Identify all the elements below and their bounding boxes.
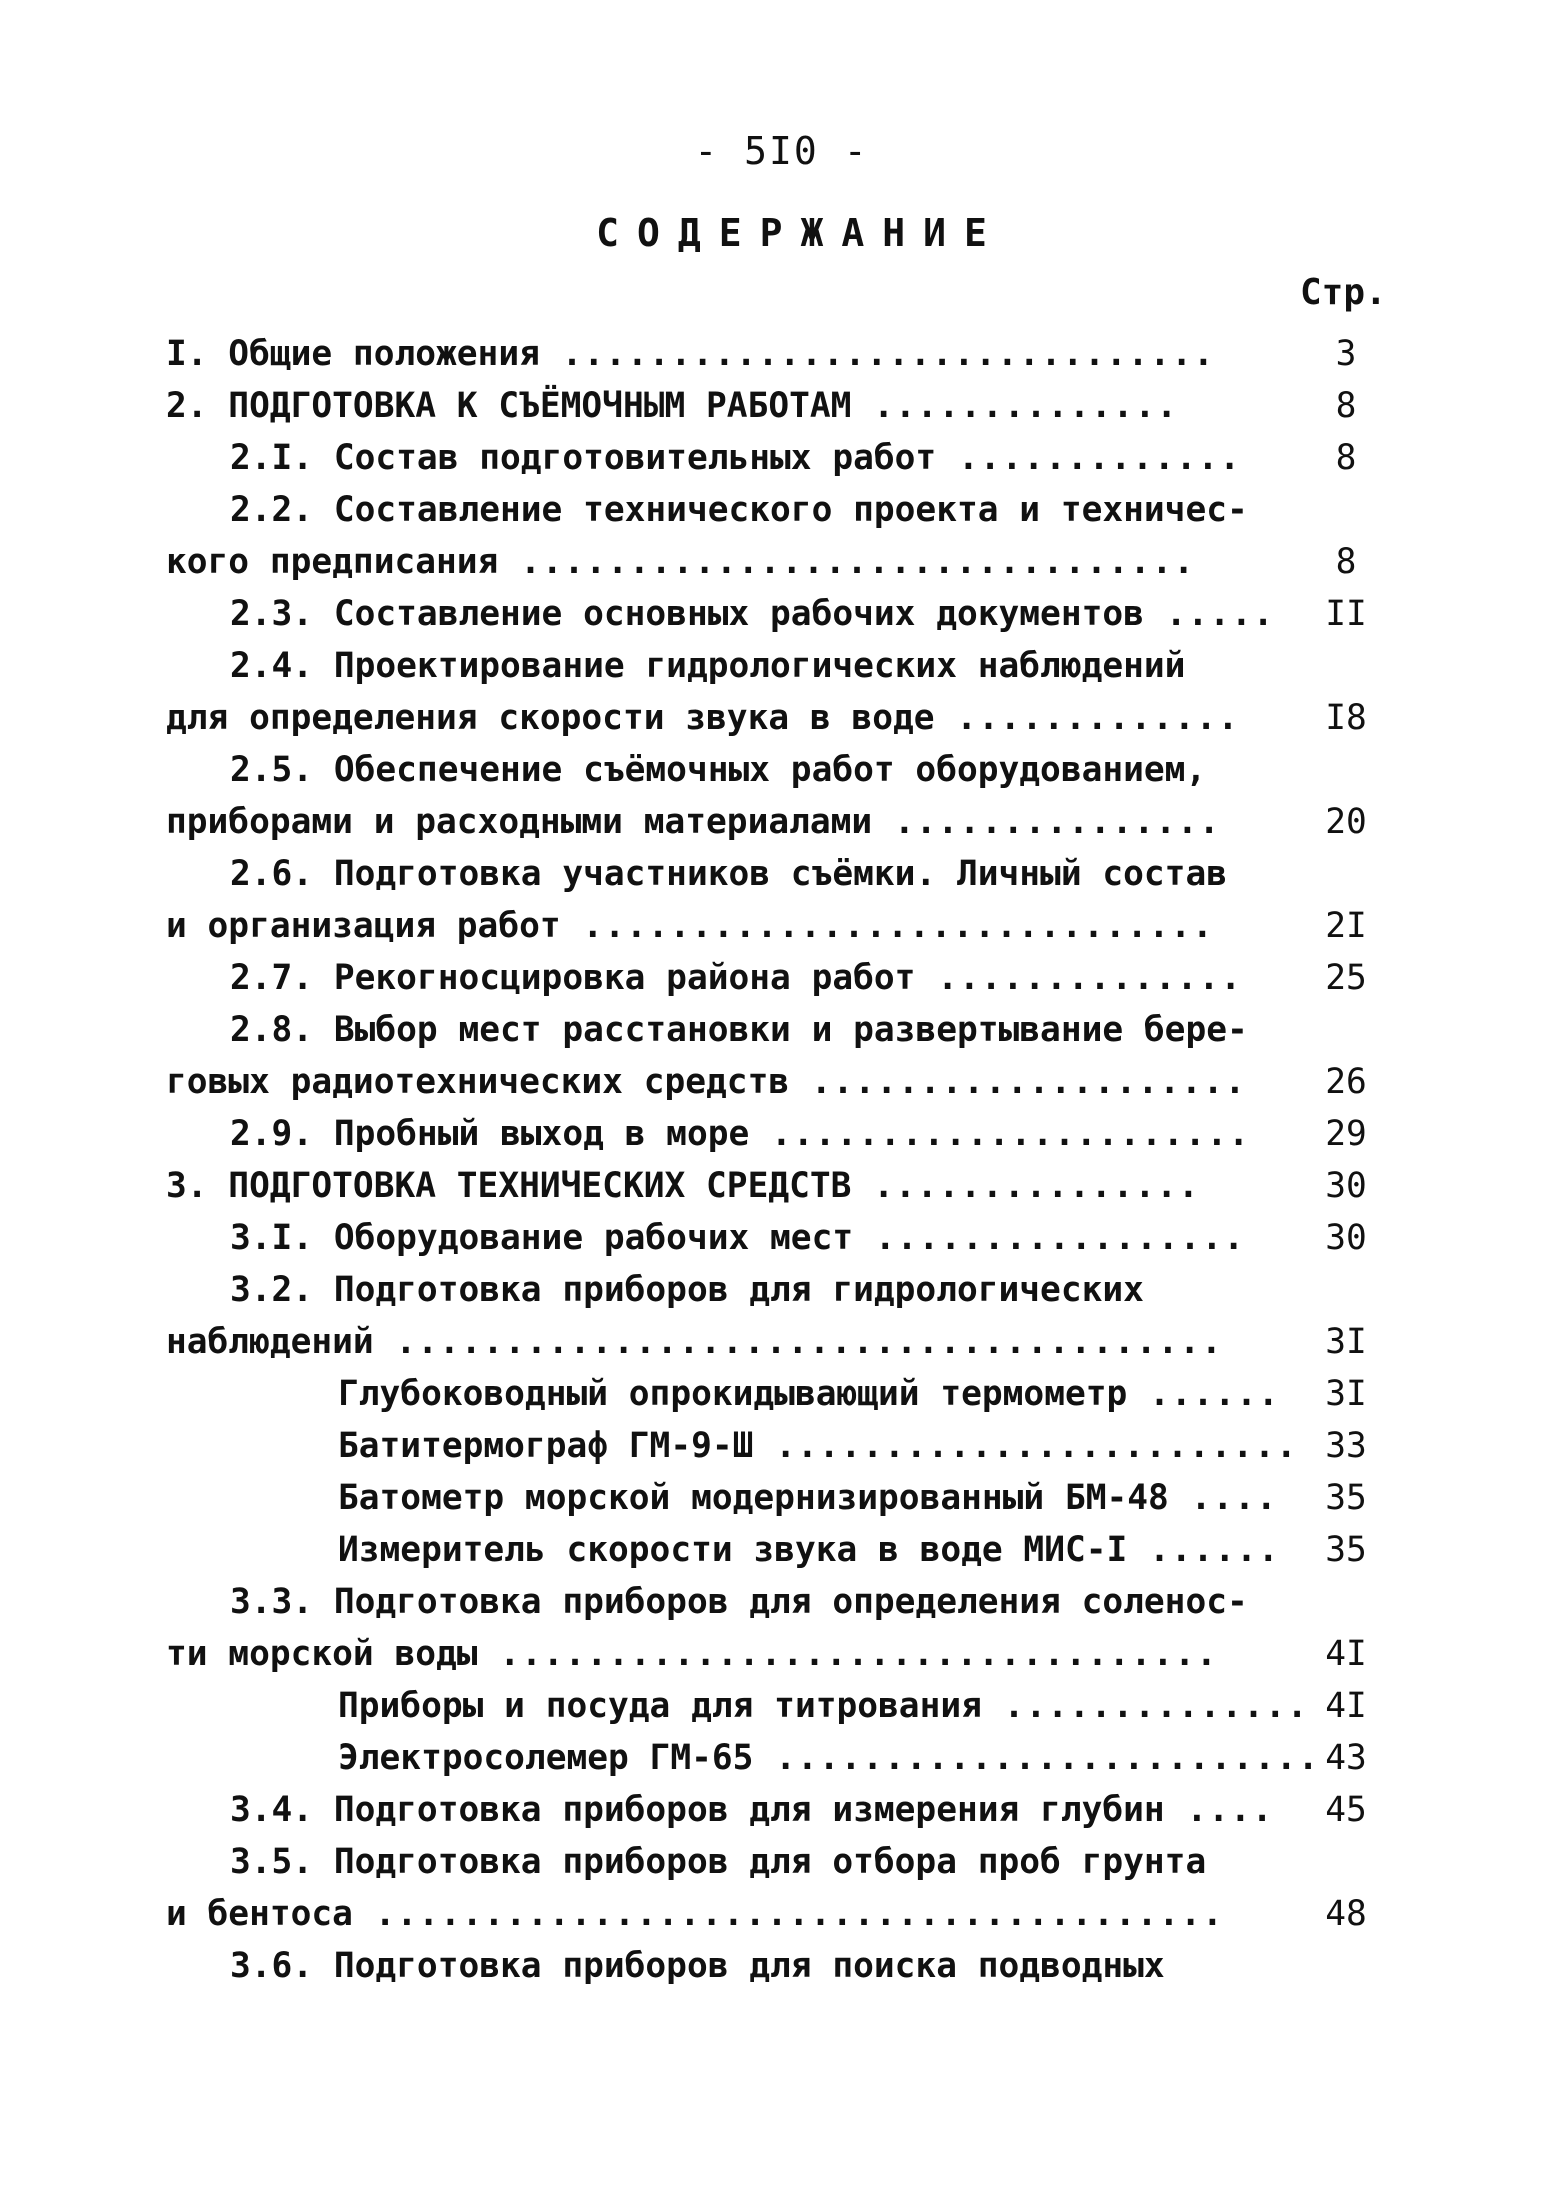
toc-entry-label: 3.2. Подготовка приборов для гидрологических bbox=[230, 1270, 1144, 1310]
toc-entry-label: Приборы и посуда для титрования bbox=[338, 1686, 982, 1726]
toc-entry-label: 2.9. Пробный выход в море bbox=[230, 1114, 750, 1154]
toc-entry-label: 2.2. Составление технического проекта и техничес- bbox=[230, 490, 1248, 530]
toc-entry-label: 2.5. Обеспечение съёмочных работ оборудованием, bbox=[230, 750, 1207, 790]
toc-page-number: 35 bbox=[1325, 1478, 1367, 1518]
toc-entry-text bbox=[230, 484, 1248, 536]
toc-entry-text bbox=[166, 1316, 1223, 1368]
toc-entry-text bbox=[166, 380, 1178, 432]
toc-dot-leader: ........................ bbox=[753, 1426, 1298, 1466]
toc-entry-label: 3. ПОДГОТОВКА ТЕХНИЧЕСКИХ СРЕДСТВ bbox=[166, 1166, 852, 1206]
toc-entry bbox=[166, 536, 1386, 588]
toc-page-number: 3I bbox=[1325, 1374, 1367, 1414]
toc-entry-text bbox=[166, 900, 1214, 952]
toc-entry-text bbox=[166, 536, 1195, 588]
toc-dot-leader: .............. bbox=[915, 958, 1242, 998]
toc-dot-leader: ...... bbox=[1127, 1374, 1280, 1414]
toc-page-number: II bbox=[1325, 594, 1367, 634]
toc-entry bbox=[166, 1732, 1386, 1784]
toc-entry-text bbox=[338, 1732, 1319, 1784]
toc-entry-label: Батометр морской модернизированный БМ-48 bbox=[338, 1478, 1169, 1518]
toc-entry-label: 2.7. Рекогносцировка района работ bbox=[230, 958, 916, 998]
toc-entry-text bbox=[338, 1680, 1308, 1732]
toc-page-number: I8 bbox=[1325, 698, 1367, 738]
toc-dot-leader: ......................... bbox=[753, 1738, 1320, 1778]
toc-entry bbox=[166, 1576, 1386, 1628]
toc-entry-text bbox=[166, 1056, 1246, 1108]
toc-entry bbox=[166, 848, 1386, 900]
toc-entry-text bbox=[338, 1368, 1280, 1420]
toc-page-number: 4I bbox=[1325, 1686, 1367, 1726]
toc-entry-label: 2. ПОДГОТОВКА К СЪЁМОЧНЫМ РАБОТАМ bbox=[166, 386, 852, 426]
toc-entry bbox=[166, 1368, 1386, 1420]
toc-page-number: 8 bbox=[1335, 438, 1357, 478]
toc-entry bbox=[166, 640, 1386, 692]
toc-entry bbox=[166, 1004, 1386, 1056]
toc-entry-label: кого предписания bbox=[166, 542, 499, 582]
toc-page-number: 3 bbox=[1335, 334, 1357, 374]
toc-entry bbox=[166, 796, 1386, 848]
toc-entry-label: Электросолемер ГМ-65 bbox=[338, 1738, 754, 1778]
toc-entry-label: I. Общие положения bbox=[166, 334, 540, 374]
toc-dot-leader: ...................................... bbox=[373, 1322, 1223, 1362]
toc-entry bbox=[166, 952, 1386, 1004]
toc-entry-label: приборами и расходными материалами bbox=[166, 802, 873, 842]
toc-entry bbox=[166, 1264, 1386, 1316]
toc-entry bbox=[166, 1628, 1386, 1680]
toc-dot-leader: .............. bbox=[981, 1686, 1309, 1726]
page-number: - 5I0 - bbox=[694, 129, 869, 173]
toc-entry bbox=[166, 1472, 1386, 1524]
toc-dot-leader: ...................... bbox=[749, 1114, 1251, 1154]
toc-entry bbox=[166, 588, 1386, 640]
toc-entry-text bbox=[338, 1472, 1278, 1524]
toc-page-number: 48 bbox=[1325, 1894, 1367, 1934]
toc-entry-text bbox=[338, 1420, 1298, 1472]
toc-entry bbox=[166, 1940, 1386, 1992]
toc-entry bbox=[166, 1212, 1386, 1264]
toc-dot-leader: ............... bbox=[851, 1166, 1200, 1206]
toc-entry-label: и бентоса bbox=[166, 1894, 353, 1934]
toc-entry-label: для определения скорости звука в воде bbox=[166, 698, 935, 738]
toc-entry-label: 2.I. Состав подготовительных работ bbox=[230, 438, 937, 478]
toc-entry bbox=[166, 484, 1386, 536]
toc-entry-label: Измеритель скорости звука в воде МИС-I bbox=[338, 1530, 1128, 1570]
toc-dot-leader: ............... bbox=[872, 802, 1221, 842]
toc-entry-text bbox=[230, 1836, 1206, 1888]
toc-dot-leader: ............. bbox=[936, 438, 1242, 478]
toc-entry-label: наблюдений bbox=[166, 1322, 374, 1362]
toc-entry-label: говых радиотехнических средств bbox=[166, 1062, 790, 1102]
toc-dot-leader: ...... bbox=[1127, 1530, 1280, 1570]
toc-entry bbox=[166, 1680, 1386, 1732]
toc-page-number: 20 bbox=[1325, 802, 1367, 842]
toc-entry bbox=[166, 1108, 1386, 1160]
toc-page-number: 29 bbox=[1325, 1114, 1367, 1154]
toc-entry-text bbox=[230, 640, 1185, 692]
toc-entry bbox=[166, 692, 1386, 744]
toc-entry-label: 3.5. Подготовка приборов для отбора проб грунта bbox=[230, 1842, 1207, 1882]
toc-dot-leader: ............. bbox=[934, 698, 1240, 738]
toc-dot-leader: ................................. bbox=[477, 1634, 1218, 1674]
toc-entry-label: 3.I. Оборудование рабочих мест bbox=[230, 1218, 854, 1258]
toc-entry bbox=[166, 900, 1386, 952]
toc-entry-text bbox=[166, 796, 1221, 848]
toc-entry-label: 2.3. Составление основных рабочих документов bbox=[230, 594, 1144, 634]
toc-entry-text bbox=[230, 1576, 1248, 1628]
toc-entry-text bbox=[230, 744, 1206, 796]
toc-entry bbox=[166, 380, 1386, 432]
toc-dot-leader: ............................... bbox=[498, 542, 1196, 582]
toc-entry bbox=[166, 1420, 1386, 1472]
toc-entry-text bbox=[230, 1004, 1248, 1056]
toc-entry-text bbox=[230, 848, 1227, 900]
toc-entry-text bbox=[166, 1628, 1218, 1680]
toc-entry-label: 2.8. Выбор мест расстановки и развертывание бере- bbox=[230, 1010, 1248, 1050]
toc-entry-label: и организация работ bbox=[166, 906, 561, 946]
toc-dot-leader: ................. bbox=[853, 1218, 1245, 1258]
toc-dot-leader: .... bbox=[1164, 1790, 1274, 1830]
toc-page-number: 26 bbox=[1325, 1062, 1367, 1102]
toc-page-number: 2I bbox=[1325, 906, 1367, 946]
toc-entry-text bbox=[166, 1160, 1200, 1212]
page-title: СОДЕРЖАНИЕ bbox=[596, 211, 1005, 255]
page-column-header: Стр. bbox=[1300, 272, 1387, 313]
toc-dot-leader: ....................................... bbox=[352, 1894, 1224, 1934]
toc-entry bbox=[166, 1888, 1386, 1940]
toc-entry-text bbox=[338, 1524, 1280, 1576]
toc-entry-text bbox=[230, 432, 1241, 484]
toc-entry-text bbox=[230, 588, 1275, 640]
toc-dot-leader: .............................. bbox=[539, 334, 1215, 374]
toc-entry-label: 3.4. Подготовка приборов для измерения глубин bbox=[230, 1790, 1165, 1830]
toc-entry bbox=[166, 432, 1386, 484]
toc-entry-text bbox=[230, 1212, 1245, 1264]
toc-dot-leader: ............................. bbox=[560, 906, 1214, 946]
toc-page-number: 3I bbox=[1325, 1322, 1367, 1362]
toc-entry bbox=[166, 328, 1386, 380]
toc-entry-text bbox=[230, 1784, 1274, 1836]
toc-entry bbox=[166, 1316, 1386, 1368]
toc-entry-label: ти морской воды bbox=[166, 1634, 478, 1674]
toc-entry bbox=[166, 1836, 1386, 1888]
toc-page-number: 30 bbox=[1325, 1166, 1367, 1206]
toc-entry bbox=[166, 1160, 1386, 1212]
toc-entry bbox=[166, 744, 1386, 796]
toc-entry-label: 3.6. Подготовка приборов для поиска подводных bbox=[230, 1946, 1165, 1986]
toc-entry-text bbox=[230, 1940, 1165, 1992]
toc-entry-text bbox=[166, 1888, 1224, 1940]
toc-entry-text bbox=[166, 692, 1239, 744]
toc-page-number: 4I bbox=[1325, 1634, 1367, 1674]
toc-dot-leader: ..... bbox=[1143, 594, 1275, 634]
toc-page-number: 25 bbox=[1325, 958, 1367, 998]
toc-entry-text bbox=[230, 1108, 1250, 1160]
toc-page-number: 8 bbox=[1335, 542, 1357, 582]
toc-page-number: 33 bbox=[1325, 1426, 1367, 1466]
toc-entry bbox=[166, 1056, 1386, 1108]
toc-page-number: 8 bbox=[1335, 386, 1357, 426]
toc-page-number: 45 bbox=[1325, 1790, 1367, 1830]
toc-entry bbox=[166, 1524, 1386, 1576]
toc-entry-text bbox=[230, 1264, 1144, 1316]
toc-entry-label: 3.3. Подготовка приборов для определения соленос- bbox=[230, 1582, 1248, 1622]
toc-entry-label: 2.6. Подготовка участников съёмки. Личный состав bbox=[230, 854, 1227, 894]
table-of-contents bbox=[166, 328, 1386, 1992]
toc-page-number: 43 bbox=[1325, 1738, 1367, 1778]
toc-dot-leader: .................... bbox=[789, 1062, 1247, 1102]
toc-entry-label: 2.4. Проектирование гидрологических наблюдений bbox=[230, 646, 1186, 686]
toc-dot-leader: .............. bbox=[851, 386, 1178, 426]
toc-page-number: 35 bbox=[1325, 1530, 1367, 1570]
toc-entry-label: Батитермограф ГМ-9-Ш bbox=[338, 1426, 754, 1466]
toc-dot-leader: .... bbox=[1168, 1478, 1278, 1518]
toc-entry bbox=[166, 1784, 1386, 1836]
toc-entry-text bbox=[166, 328, 1215, 380]
toc-page-number: 30 bbox=[1325, 1218, 1367, 1258]
toc-entry-text bbox=[230, 952, 1242, 1004]
toc-entry-label: Глубоководный опрокидывающий термометр bbox=[338, 1374, 1128, 1414]
